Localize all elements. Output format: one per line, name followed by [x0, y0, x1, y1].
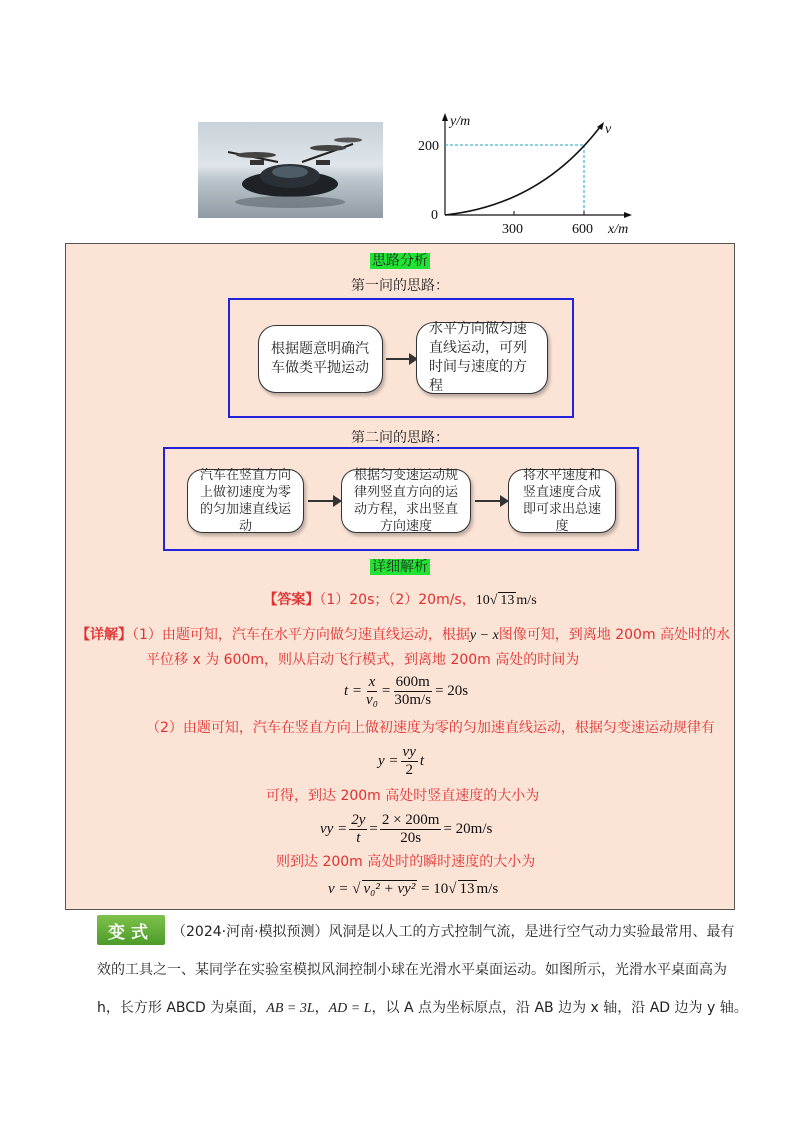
flying-car-icon [198, 122, 383, 218]
equation-3: vy = $\frac{2y}{t}$ = $\frac{2 \times 200m}{20s}$ = 20m/s [320, 811, 493, 846]
y-axis-label: y/m [450, 114, 471, 129]
detail-line-2: 平位移 x 为 600m，则从启动飞行模式，到离地 200m 高处的时间为 [146, 652, 580, 668]
q2-step-2: 根据匀变速运动规律列竖直方向的运动方程，求出竖直方向速度 [341, 469, 471, 533]
detail-line-5: 则到达 200m 高处时的瞬时速度的大小为 [276, 854, 536, 870]
q2-step-3: 将水平速度和竖直速度合成即可求出总速度 [508, 469, 616, 533]
q1-step-2: 水平方向做匀速直线运动，可列时间与速度的方程 [416, 322, 548, 394]
q2-flow-box [163, 447, 639, 551]
answer-unit: m/s [516, 593, 537, 608]
analysis-title: 思路分析 [372, 253, 428, 269]
equation-1: t = $\frac{x}{\text{v₀}}$ = $\frac{600m}{30m/s}$ = 20s [344, 673, 469, 708]
equation-2: y = $\frac{vy}{2}$ t [378, 743, 425, 778]
answer-radicand: 13 [500, 593, 515, 608]
origin-label: 0 [431, 208, 438, 223]
q1-flow-box [228, 298, 574, 418]
flying-car-photo [198, 122, 383, 218]
detail-line-4: 可得，到达 200m 高处时竖直速度的大小为 [266, 788, 540, 804]
analysis-panel [65, 243, 735, 910]
q2-step-1: 汽车在竖直方向上做初速度为零的匀加速直线运动 [187, 469, 304, 533]
variant-line-2: 效的工具之一、某同学在实验室模拟风洞控制小球在光滑水平桌面运动。如图所示，光滑水平桌面高为 [97, 962, 727, 978]
detail-label: 【详解】 [76, 627, 132, 643]
answer-line: 【答案】（1）20s；（2）20m/s，10√ 13 m/s [263, 592, 537, 608]
q2-title: 第二问的思路： [351, 430, 449, 446]
y-tick-200: 200 [418, 139, 439, 154]
x-tick-600: 600 [572, 222, 593, 237]
q1-title: 第一问的思路： [351, 278, 449, 294]
q2-arrow-1 [308, 500, 334, 502]
variant-line-1: （2024·河南·模拟预测）风洞是以人工的方式控制气流，是进行空气动力实验最常用、最有 [172, 924, 735, 940]
variant-line-3: h，长方形 ABCD 为桌面，AB = 3L，AD = L，以 A 点为坐标原点，沿 AB 边为 x 轴，沿 AD 边为 y 轴。 [97, 1000, 748, 1016]
answer-value: 10 [475, 593, 490, 608]
q1-step-1: 根据题意明确汽车做类平抛运动 [258, 325, 383, 393]
answer-label: 【答案】 [263, 592, 320, 608]
answer-part1: （1）20s；（2）20m/s， [319, 592, 476, 608]
q2-arrow-2 [475, 500, 501, 502]
x-axis-label: x/m [608, 222, 629, 237]
curve-label: v [605, 122, 612, 137]
trajectory-graph [400, 105, 660, 240]
detail-line-3: （2）由题可知，汽车在竖直方向上做初速度为零的匀加速直线运动，根据匀变速运动规律有 [146, 720, 715, 736]
detail-title: 详细解析 [372, 559, 428, 575]
y-x-math: y − x [469, 628, 499, 643]
detail-line-1: 【详解】（1）由题可知，汽车在水平方向做匀速直线运动，根据y − x图像可知，到离地 200m 高处时的水 [76, 627, 731, 643]
equation-4: v = √ v₀² + vy² = 10 √ 13 m/s [328, 880, 499, 897]
q1-arrow [386, 358, 410, 360]
variant-badge: 变式 [97, 915, 165, 945]
x-tick-300: 300 [502, 222, 523, 237]
